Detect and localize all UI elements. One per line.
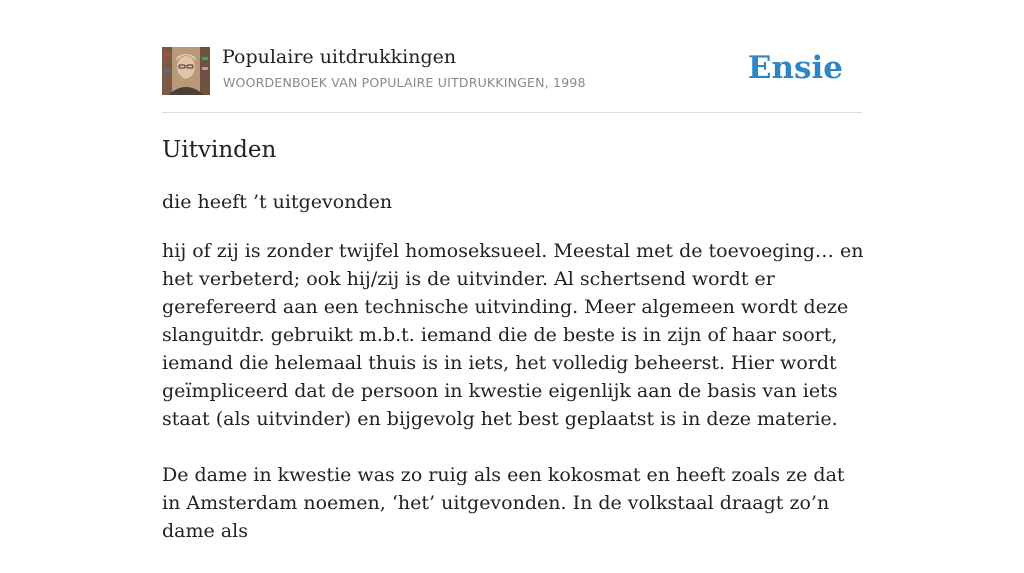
author-avatar[interactable] — [162, 47, 210, 95]
example-paragraph: De dame in kwestie was zo ruig als een kokosmat en heeft zoals ze dat in Amsterdam noemen, ‘het’ uitgevonden. In de volkstaal draagt zo’n dame als — [162, 464, 845, 542]
source-subtitle: WOORDENBOEK VAN POPULAIRE UITDRUKKINGEN, 1998 — [223, 75, 586, 90]
ensie-logo-link[interactable]: Ensie — [747, 50, 843, 86]
entry-definition — [162, 237, 867, 573]
source-header — [162, 0, 862, 113]
entry-title: Uitvinden — [162, 137, 277, 163]
page — [162, 0, 864, 542]
definition-paragraph: hij of zij is zonder twijfel homoseksueel. Meestal met de toevoeging… en het verbeterd; ook hij/zij is de uitvinder. Al schertsend wordt er gerefereerd aan een technische uitvinding. Meer algemeen wordt deze slanguitdr. gebruikt m.b.t. iemand die de beste is in zijn of haar soort, iemand die helemaal thuis is in iets, het volledig beheerst. Hier wordt geïmpliceerd dat de persoon in kwestie eigenlijk aan de basis van iets staat (als uitvinder) en bijgevolg het best geplaatst is in deze materie. — [162, 240, 864, 430]
source-title[interactable]: Populaire uitdrukkingen — [222, 46, 457, 68]
author-portrait-icon — [162, 47, 210, 95]
entry-phrase: die heeft ’t uitgevonden — [162, 191, 393, 213]
